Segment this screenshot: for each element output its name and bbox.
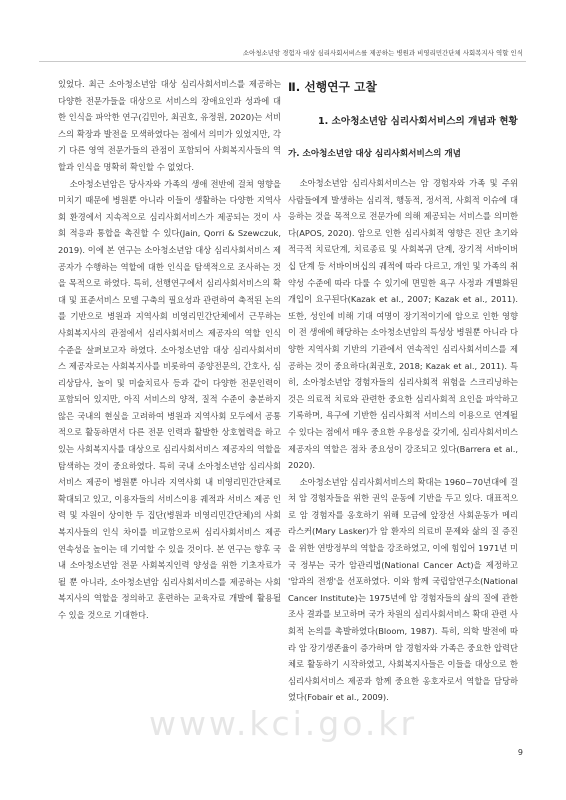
page-number: 9 (517, 748, 523, 757)
header-rule (39, 61, 526, 62)
body-paragraph: 소아청소년암 심리사회서비스의 확대는 1960~70년대에 걸쳐 암 경험자들을 위한 권익 운동에 기반을 두고 있다. 대표적으로 암 경험자를 옹호하기 위해 모금에 앞장선 사회운동가 메리 라스커(Mary Lasker)가 암 환자의 의료비 문제와 삶의 질 증진을 위한 연방정부의 역할을 강조하였고, 이에 힘입어 1971년 미국 정부는 국가 암관리법(National Cancer Act)을 제정하고 '암과의 전쟁'을 선포하였다. 이와 함께 국립암연구소(National Cancer Institute)는 1975년에 암 경험자들의 삶의 질에 관한 조사 결과를 보고하며 국가 차원의 심리사회서비스 확대 관련 사회적 논의를 촉발하였다(Bloom, 1987). 특히, 의학 발전에 따라 암 장기생존율이 증가하며 암 경험자와 가족은 중요한 압력단체로 활동하기 시작하였고, 사회복지사들은 이들을 대상으로 한 심리사회서비스 제공과 함께 중요한 옹호자로서 역할을 담당하였다(Fobair et al., 2009). (288, 476, 518, 703)
running-header: 소아청소년암 경험자 대상 심리사회서비스를 제공하는 병원과 비영리민간단체 사회복지사 역할 인식 (242, 49, 523, 57)
body-paragraph: 소아청소년암은 당사자와 가족의 생애 전반에 걸쳐 영향을 미치기 때문에 병원뿐 아니라 이들이 생활하는 다양한 지역사회 환경에서 지속적으로 심리사회서비스가 제공되는 것이 사회 적응과 통합을 촉진할 수 있다(Jain, Qorri & Szewczuk, 2019). 이에 본 연구는 소아청소년암 대상 심리사회서비스 제공자가 수행하는 역할에 대한 인식을 탐색적으로 조사하는 것을 목적으로 하였다. 특히, 선행연구에서 심리사회서비스의 확대 및 표준서비스 모델 구축의 필요성과 관련하여 축적된 논의를 기반으로 병원과 지역사회 비영리민간단체에서 근무하는 사회복지사의 관점에서 심리사회서비스 제공자의 역할 인식 수준을 살펴보고자 하였다. 소아청소년암 대상 심리사회서비스 제공자로는 사회복지사를 비롯하여 종양전문의, 간호사, 심리상담사, 놀이 및 미술치료사 등과 같이 다양한 전문인력이 포함되어 있지만, 아직 서비스의 양적, 질적 수준이 충분하지 않은 국내의 현실을 고려하여 병원과 지역사회 모두에서 공통적으로 활동하면서 다른 전문 인력과 활발한 상호협력을 하고 있는 사회복지사를 대상으로 심리사회서비스 제공자의 역할을 탐색하는 것이 중요하였다. 특히 국내 소아청소년암 심리사회서비스 제공이 병원뿐 아니라 지역사회 내 비영리민간단체로 확대되고 있고, 이용자들의 서비스이용 궤적과 서비스 제공 인력 및 자원이 상이한 두 집단(병원과 비영리민간단체)의 사회복지사들의 인식 차이를 비교함으로써 심리사회서비스 제공 연속성을 높이는 데 기여할 수 있을 것이다. 본 연구는 향후 국내 소아청소년암 전문 사회복지인력 양성을 위한 기초자료가 될 뿐 아니라, 소아청소년암 심리사회서비스를 제공하는 사회복지사의 역할을 정의하고 훈련하는 교육자료 개발에 활용될 수 있을 것으로 기대한다. (58, 178, 281, 620)
right-column (288, 76, 518, 706)
subsection-heading: 1. 소아청소년암 심리사회서비스의 개념과 현황 (318, 116, 518, 127)
body-paragraph: 있었다. 최근 소아청소년암 대상 심리사회서비스를 제공하는 다양한 전문가들을 대상으로 서비스의 장애요인과 성과에 대한 인식을 파악한 연구(김민아, 최권호, 유정원, 2020)는 서비스의 확장과 발전을 모색하였다는 점에서 의미가 있었지만, 각기 다른 영역 전문가들의 관점이 포함되어 사회복지사들의 역할과 인식을 명확히 확인할 수 없었다. (58, 79, 281, 172)
subsubsection-heading: 가. 소아청소년암 대상 심리사회서비스의 개념 (288, 149, 461, 159)
section-heading: Ⅱ. 선행연구 고찰 (288, 80, 377, 94)
watermark: www.kci.go.kr (148, 704, 418, 743)
left-column (58, 76, 281, 624)
body-paragraph: 소아청소년암 심리사회서비스는 암 경험자와 가족 및 주위 사람들에게 발생하는 심리적, 행동적, 정서적, 사회적 이슈에 대응하는 것을 목적으로 전문가에 의해 제공되는 서비스를 의미한다(APOS, 2020). 암으로 인한 심리사회적 영향은 진단 초기와 적극적 치료단계, 치료종료 및 사회복귀 단계, 장기적 서바이버십 단계 등 서바이버십의 궤적에 따라 다르고, 개인 및 가족의 취약성 수준에 따라 다룰 수 있기에 면밀한 욕구 사정과 개별화된 개입이 요구된다(Kazak et al., 2007; Kazak et al., 2011). 또한, 성인에 비해 기대 여명이 장기적이기에 암으로 인한 영향이 전 생애에 해당하는 소아청소년암의 특성상 병원뿐 아니라 다양한 지역사회 기반의 기관에서 연속적인 심리사회서비스를 제공하는 것이 중요하다(최권호, 2018; Kazak et al., 2011). 특히, 소아청소년암 경험자들의 심리사회적 위험을 스크리닝하는 것은 의료적 치료와 관련한 중요한 심리사회적 요인을 파악하고 기록하며, 욕구에 기반한 심리사회적 서비스의 이용으로 연계될 수 있다는 점에서 매우 중요한 우용성을 갖기에, 심리사회서비스 제공자의 역할은 점차 중요성이 강조되고 있다(Barrera et al., 2020). (288, 178, 518, 471)
